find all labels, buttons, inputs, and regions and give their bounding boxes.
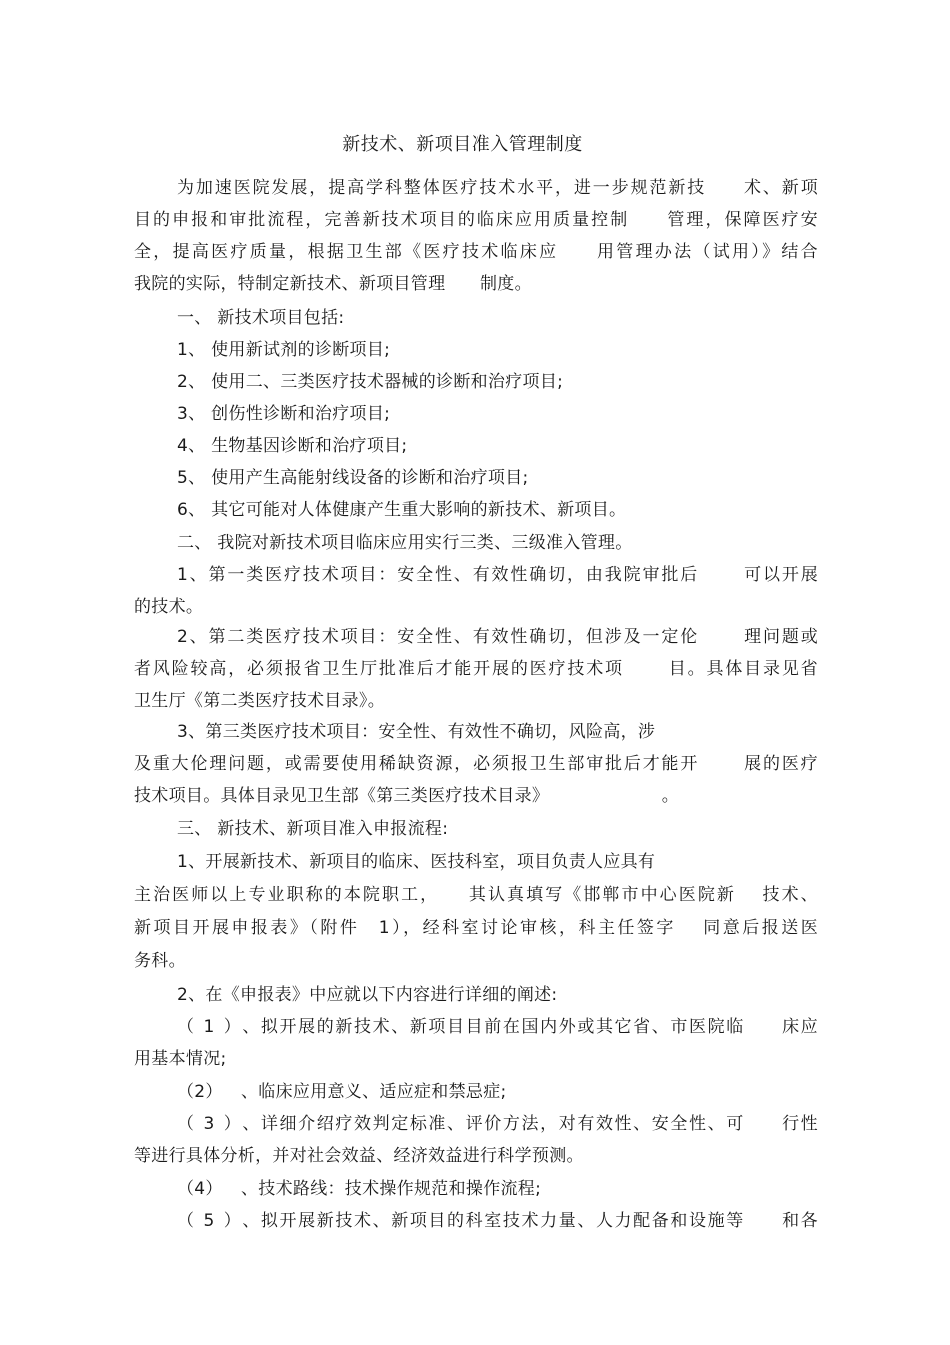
list-item bbox=[177, 1110, 818, 1138]
list-item: 1、 使用新试剂的诊断项目; bbox=[177, 340, 391, 360]
list-item bbox=[177, 1175, 818, 1203]
list-item: 5、 使用产生高能射线设备的诊断和治疗项目; bbox=[177, 468, 529, 488]
intro-line-1: 为加速医院发展，提高学科整体医疗技术水平，进一步规范新技 术、新项 bbox=[177, 178, 818, 198]
item-text: 、技术路线：技术操作规范和操作流程; bbox=[241, 1179, 542, 1199]
list-item: 2、 使用二、三类医疗技术器械的诊断和治疗项目; bbox=[177, 372, 564, 392]
section2-p3-line-2: 及重大伦理问题，或需要使用稀缺资源，必须报卫生部审批后才能开 展的医疗 bbox=[134, 754, 818, 774]
section2-p3-line-1: 3、第三类医疗技术项目：安全性、有效性不确切，风险高，涉 bbox=[177, 722, 656, 742]
section3-p2: 2、在《申报表》中应就以下内容进行详细的阐述: bbox=[177, 985, 558, 1005]
list-item-continuation: 等进行具体分析，并对社会效益、经济效益进行科学预测。 bbox=[134, 1146, 584, 1166]
intro-line-4: 我院的实际，特制定新技术、新项目管理 制度。 bbox=[134, 274, 532, 294]
section3-p1-line-1: 1、开展新技术、新项目的临床、医技科室，项目负责人应具有 bbox=[177, 852, 656, 872]
item-text: 、拟开展新技术、新项目的科室技术力量、人力配备和设施等 和各 bbox=[241, 1211, 818, 1231]
section2-p2-line-3: 卫生厅《第二类医疗技术目录》。 bbox=[134, 691, 385, 711]
section2-p1-line-1: 1、第一类医疗技术项目：安全性、有效性确切，由我院审批后 可以开展 bbox=[177, 565, 818, 585]
section2-p2-line-1: 2、第二类医疗技术项目：安全性、有效性确切，但涉及一定伦 理问题或 bbox=[177, 627, 818, 647]
intro-line-2: 目的申报和审批流程，完善新技术项目的临床应用质量控制 管理，保障医疗安 bbox=[134, 210, 818, 230]
list-item: 3、 创伤性诊断和治疗项目; bbox=[177, 404, 391, 424]
section2-p1-line-2: 的技术。 bbox=[134, 597, 204, 617]
section3-p1-line-4: 务科。 bbox=[134, 951, 186, 971]
list-item bbox=[177, 1013, 818, 1041]
list-item bbox=[177, 1207, 818, 1235]
item-label: （4） bbox=[177, 1179, 223, 1199]
item-text: 、详细介绍疗效判定标准、评价方法，对有效性、安全性、可 行性 bbox=[241, 1114, 818, 1134]
section2-heading: 二、 我院对新技术项目临床应用实行三类、三级准入管理。 bbox=[177, 533, 633, 553]
list-item-continuation: 用基本情况; bbox=[134, 1049, 227, 1069]
document-title: 新技术、新项目准入管理制度 bbox=[342, 134, 583, 155]
intro-line-3: 全，提高医疗质量，根据卫生部《医疗技术临床应 用管理办法（试用）》结合 bbox=[134, 242, 818, 262]
list-item bbox=[177, 1078, 818, 1106]
item-label: （1） bbox=[177, 1017, 241, 1037]
section2-p2-line-2: 者风险较高，必须报省卫生厅批准后才能开展的医疗技术项 目。具体目录见省 bbox=[134, 659, 818, 679]
item-label: （5） bbox=[177, 1211, 241, 1231]
section3-p1-line-3: 新项目开展申报表》（附件 1），经科室讨论审核，科主任签字 同意后报送医 bbox=[134, 918, 818, 938]
item-label: （3） bbox=[177, 1114, 241, 1134]
item-label: （2） bbox=[177, 1082, 223, 1102]
list-item: 6、 其它可能对人体健康产生重大影响的新技术、新项目。 bbox=[177, 500, 627, 520]
section3-heading: 三、 新技术、新项目准入申报流程: bbox=[177, 819, 449, 839]
section3-p1-line-2: 主治医师以上专业职称的本院职工， 其认真填写《邯郸市中心医院新 技术、 bbox=[134, 885, 818, 905]
list-item: 4、 生物基因诊断和治疗项目; bbox=[177, 436, 408, 456]
item-text: 、临床应用意义、适应症和禁忌症; bbox=[241, 1082, 507, 1102]
section1-heading: 一、 新技术项目包括: bbox=[177, 308, 345, 328]
item-text: 、拟开展的新技术、新项目目前在国内外或其它省、市医院临 床应 bbox=[241, 1017, 818, 1037]
section2-p3-line-3: 技术项目。具体目录见卫生部《第三类医疗技术目录》 。 bbox=[134, 786, 680, 806]
